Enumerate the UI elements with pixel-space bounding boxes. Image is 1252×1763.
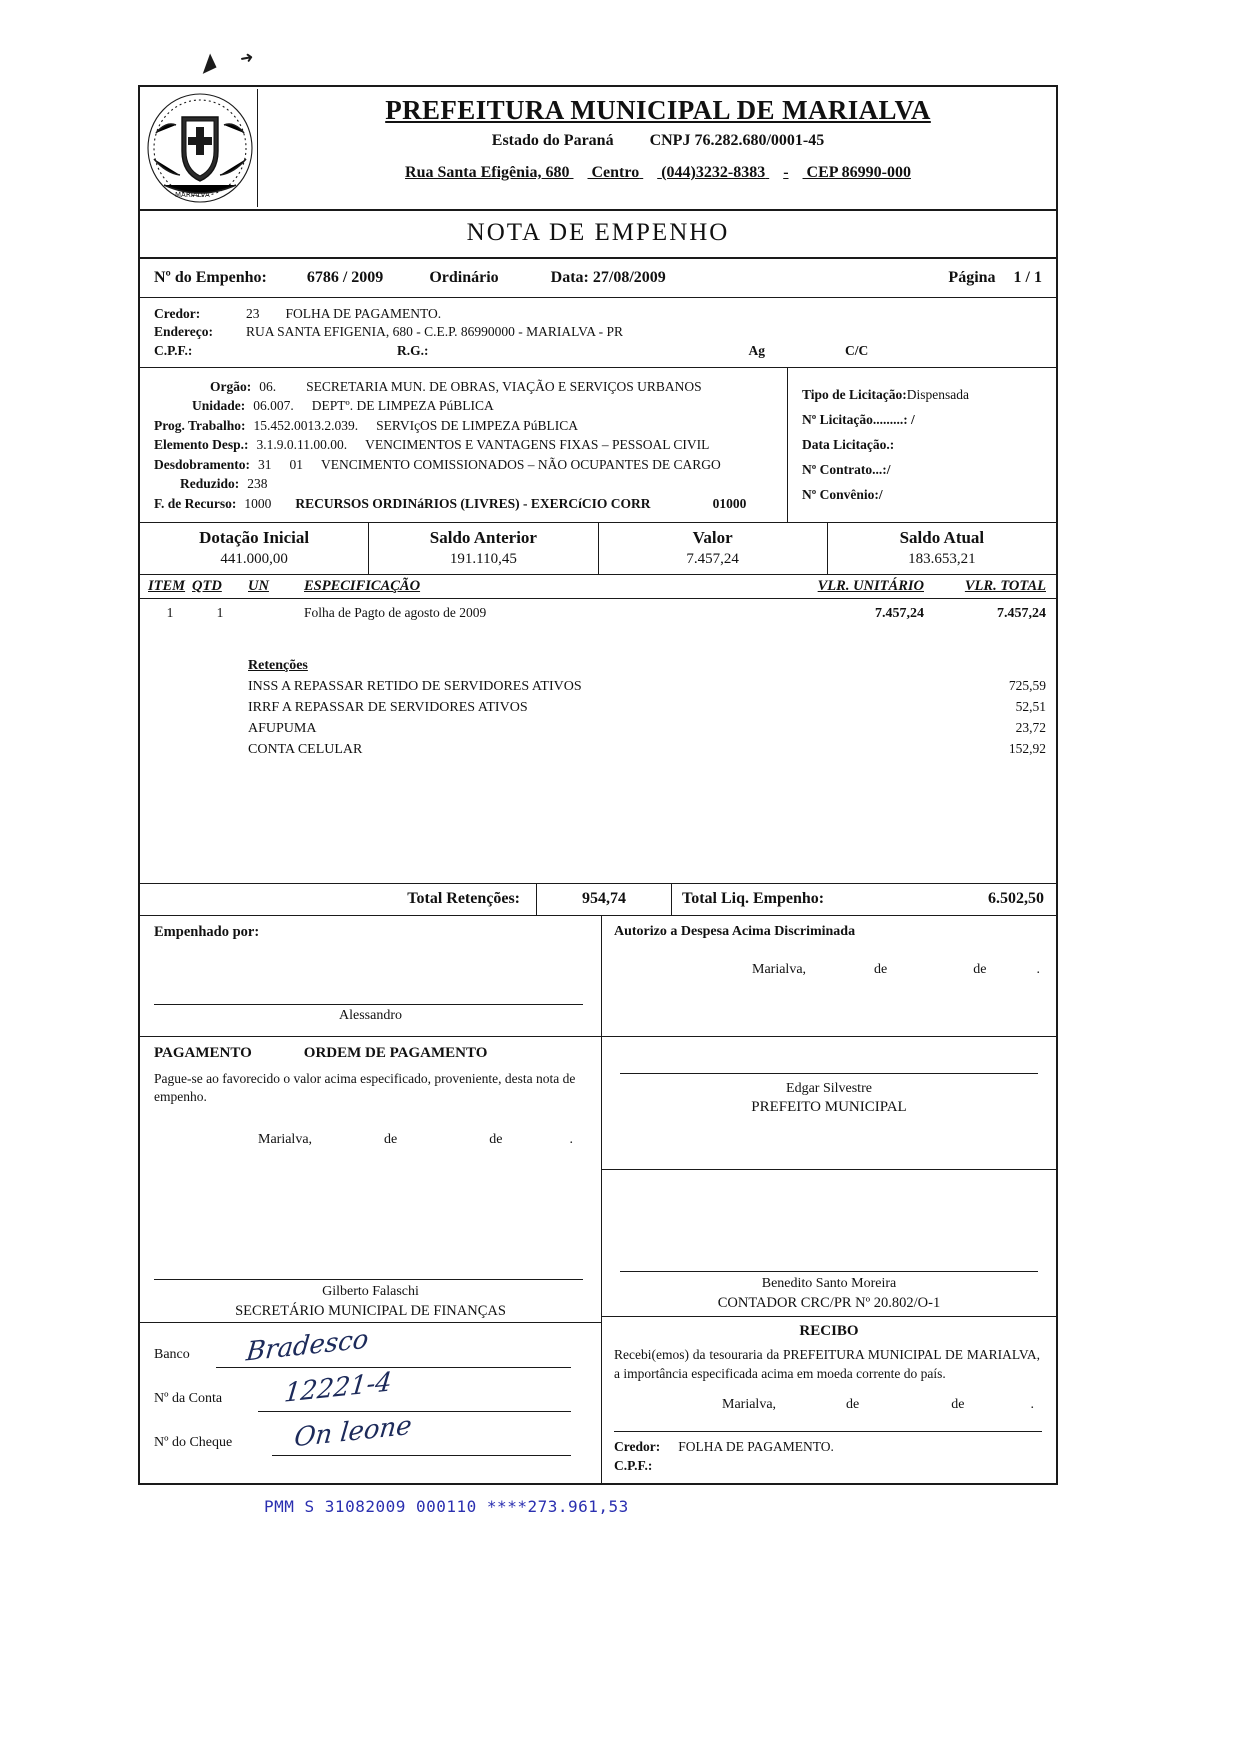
banco-handwritten-value: Bradesco [244,1324,370,1368]
unidade-name: DEPTº. DE LIMPEZA PúBLICA [311,398,494,413]
prog-trabalho-code: 15.452.0013.2.039. [253,417,359,433]
state-label: Estado do Paraná [491,132,614,149]
svg-text:MARIALVA: MARIALVA [175,191,210,199]
recibo-cpf-label: C.P.F.: [614,1458,653,1474]
row-valor-total: 7.457,24 [997,606,1046,621]
credor-block [140,298,1056,368]
orgao-details [140,368,787,522]
prog-trabalho-label: Prog. Trabalho: [154,417,246,433]
recibo-text: Recebi(emos) da tesouraria da PREFEITURA MUNICIPAL DE MARIALVA, a importância especificada acima em moeda corrente do país. [614,1347,1040,1381]
municipality-title: PREFEITURA MUNICIPAL DE MARIALVA [385,95,931,125]
de-2: de [973,962,987,977]
footer-dot-matrix-code: PMM S 31082009 000110 ****273.961,53 [264,1497,629,1516]
secretario-role: SECRETÁRIO MUNICIPAL DE FINANÇAS [235,1303,506,1319]
dotacao-table [140,523,1056,575]
fonte-recurso-label: F. de Recurso: [154,495,237,511]
recibo-footer [602,1432,1056,1483]
retencao-label: INSS A REPASSAR RETIDO DE SERVIDORES ATIVOS [248,679,582,694]
dotacao-column [828,523,1056,574]
total-retencoes-label: Total Retenções: [407,890,520,907]
page-label: Página [948,269,996,286]
total-liquido-value: 6.502,50 [988,890,1044,907]
recibo-cpf-row [614,1458,1042,1474]
de-2: de [489,1132,503,1148]
data-licitacao: Data Licitação.: [802,437,895,452]
reduzido-label: Reduzido: [180,476,240,491]
desdobramento-label: Desdobramento: [154,456,250,472]
empenho-label: Nº do Empenho: [154,269,267,286]
retencao-row [148,741,1046,758]
orgao-code: 06. [259,378,277,394]
de-2: de [951,1397,965,1413]
retencao-row [148,678,1046,695]
document-header [140,87,1056,211]
prog-trabalho-name: SERVIçOS DE LIMPEZA PúBLICA [376,417,578,433]
stray-dot: . [1036,962,1040,977]
prog-trabalho-row [154,418,779,434]
cheque-field-line[interactable] [272,1455,571,1456]
stray-dot: . [1030,1397,1034,1413]
fonte-recurso-code-2: 01000 [712,495,747,511]
numero-contrato: Nº Contrato...:/ [802,462,891,477]
de-1: de [384,1132,398,1148]
prefeito-role: PREFEITO MUNICIPAL [751,1099,907,1115]
cnpj-label: CNPJ 76.282.680/0001-45 [649,132,825,149]
desdobramento-code-2: 01 [289,456,303,472]
coat-of-arms-icon [142,89,258,207]
unidade-row [154,398,779,414]
desdobramento-name: VENCIMENTO COMISSIONADOS – NÃO OCUPANTES DE CARGO [321,456,721,472]
fonte-recurso-code: 1000 [244,495,272,511]
endereco-label: Endereço: [154,324,213,339]
prefeito-signature-box [602,1037,1056,1170]
stray-dot: . [569,1132,573,1148]
tipo-licitacao-label: Tipo de Licitação: [802,387,907,402]
credor-label: Credor: [154,306,201,321]
nota-de-empenho-document [138,85,1058,1485]
empenho-summary-row [140,259,1056,298]
cheque-handwritten-value: On leone [292,1410,414,1454]
total-liquido-label: Total Liq. Empenho: [671,884,900,915]
col-qtd: QTD [192,578,222,594]
elemento-despesa-row [154,437,779,453]
row-especificacao: Folha de Pagto de agosto de 2009 [304,605,487,620]
orgao-row [154,379,779,395]
cep-label: CEP 86990-000 [806,164,911,181]
city-line: Marialva, [752,962,807,977]
col-valor-total: VLR. TOTAL [964,578,1046,594]
page-number: 1 / 1 [1013,269,1042,286]
numero-licitacao: Nº Licitação.........: / [802,412,915,427]
cpf-label: C.P.F.: [154,343,193,358]
recibo-box [602,1317,1056,1483]
items-table-body [140,599,1056,883]
col-item: ITEM [148,578,186,594]
retencao-value: 152,92 [1008,741,1046,756]
credor-row [154,306,1042,322]
saldo-anterior-header: Saldo Anterior [429,528,537,547]
col-un: UN [248,578,269,594]
ordem-pagamento-box [140,1037,601,1323]
empenho-number: 6786 / 2009 [306,269,384,286]
contador-role: CONTADOR CRC/PR Nº 20.802/O-1 [717,1295,941,1311]
endereco-value: RUA SANTA EFIGENIA, 680 - C.E.P. 86990000 - MARIALVA - PR [246,324,623,339]
elemento-despesa-label: Elemento Desp.: [154,437,249,452]
de-1: de [846,1397,860,1413]
retencao-label: IRRF A REPASSAR DE SERVIDORES ATIVOS [248,700,528,715]
cpf-rg-row [154,343,1042,359]
city-line: Marialva, [722,1397,777,1413]
elemento-despesa-name: VENCIMENTOS E VANTAGENS FIXAS – PESSOAL CIVIL [365,437,710,452]
document-title-band [140,211,1056,259]
rg-label: R.G.: [397,343,429,358]
dotacao-inicial-value: 441.000,00 [220,551,288,567]
endereco-row [154,324,1042,340]
fonte-recurso-row [154,496,779,512]
numero-convenio: Nº Convênio:/ [802,487,883,502]
secretario-name: Gilberto Falaschi [322,1284,419,1299]
bank-details-box [140,1323,601,1471]
row-item: 1 [166,605,174,620]
dotacao-column [140,523,369,574]
address-row: Rua Santa Efigênia, 680 Centro (044)3232-8383 - CEP 86990-000 [405,164,911,181]
licitacao-details [787,368,1056,522]
state-cnpj-row [268,132,1048,150]
table-row [148,605,1046,622]
scan-artifact-arrow-2: ➜ [238,46,255,69]
city-line: Marialva, [258,1132,313,1148]
signature-line [154,1004,583,1005]
desdobramento-code-1: 31 [258,456,272,472]
fonte-recurso-name: RECURSOS ORDINáRIOS (LIVRES) - EXERCíCIO CORR [295,495,651,511]
banco-field-line[interactable] [216,1367,571,1368]
banco-label: Banco [154,1347,190,1362]
autorizo-place-date [602,962,1056,978]
retencao-row [148,720,1046,737]
row-qtd: 1 [216,605,224,620]
dotacao-column [599,523,828,574]
cheque-row [154,1410,587,1465]
cheque-label: Nº do Cheque [154,1435,233,1450]
recibo-title: RECIBO [799,1323,859,1339]
empenhado-por-label: Empenhado por: [154,924,260,940]
valor-header: Valor [692,528,733,547]
tipo-licitacao-value: Dispensada [906,387,969,402]
recibo-credor-value: FOLHA DE PAGAMENTO. [678,1439,834,1455]
credor-name: FOLHA DE PAGAMENTO. [285,306,442,321]
signature-line [620,1271,1038,1272]
de-1: de [874,962,888,977]
conta-label: Nº da Conta [154,1391,223,1406]
recibo-place-date [602,1383,1056,1413]
total-retencoes-value: 954,74 [536,884,671,915]
signature-right-column [602,916,1056,1483]
district-label: Centro [591,164,640,181]
recibo-credor-row [614,1439,1042,1455]
credor-code: 23 [246,306,260,321]
conta-handwritten-value: 12221-4 [282,1367,394,1409]
valor-value: 7.457,24 [686,551,739,567]
reduzido-row [154,476,779,492]
pagamento-text: Pague-se ao favorecido o valor acima especificado, proveniente, desta nota de empenho. [154,1071,576,1105]
saldo-atual-value: 183.653,21 [908,551,976,567]
signature-line [154,1279,583,1280]
tipo-licitacao-row [802,387,1048,403]
signature-line [620,1073,1038,1074]
ordem-pagamento-label: ORDEM DE PAGAMENTO [303,1045,488,1061]
retencao-label: CONTA CELULAR [248,742,363,757]
retencao-value: 23,72 [1015,720,1046,735]
empenho-date: Data: 27/08/2009 [550,269,666,286]
conta-field-line[interactable] [258,1411,571,1412]
saldo-anterior-value: 191.110,45 [449,551,517,567]
pagamento-label: PAGAMENTO [154,1045,252,1061]
orgao-name: SECRETARIA MUN. DE OBRAS, VIAÇÃO E SERVIÇOS URBANOS [306,378,702,394]
scan-artifact-arrow-1: ◢ [193,47,218,77]
items-table-header [140,575,1056,599]
phone-label: (044)3232-8383 [661,164,766,181]
reduzido-value: 238 [247,476,268,491]
unidade-code: 06.007. [253,398,294,413]
autorizo-box [602,916,1056,1037]
col-especificacao: ESPECIFICAÇÃO [304,578,421,594]
signature-area [140,916,1056,1483]
recibo-credor-label: Credor: [614,1439,661,1455]
totals-row [140,883,1056,916]
pagamento-place-date [140,1106,601,1148]
elemento-despesa-code: 3.1.9.0.11.00.00. [256,437,348,452]
page-title: NOTA DE EMPENHO [466,219,730,246]
pagamento-header [140,1037,601,1066]
retencao-row [148,699,1046,716]
agencia-label: Ag [748,343,765,358]
retencao-value: 52,51 [1015,699,1046,714]
retencao-label: AFUPUMA [248,721,317,736]
row-valor-unitario: 7.457,24 [875,606,924,621]
retencoes-block [148,658,1046,758]
autorizo-label: Autorizo a Despesa Acima Discriminada [614,924,856,939]
empenhado-por-name: Alessandro [339,1008,402,1023]
signature-left-column [140,916,602,1483]
prefeito-name: Edgar Silvestre [786,1081,872,1096]
saldo-atual-header: Saldo Atual [899,528,985,547]
empenhado-por-box [140,916,601,1037]
dotacao-column [369,523,598,574]
retencao-value: 725,59 [1008,678,1046,693]
col-valor-unitario: VLR. UNITÁRIO [817,578,924,594]
unidade-label: Unidade: [192,398,246,413]
contador-signature-box [602,1170,1056,1317]
empenho-type: Ordinário [429,269,499,286]
contador-name: Benedito Santo Moreira [761,1276,897,1291]
conta-corrente-label: C/C [845,343,869,358]
orgao-label: Orgão: [210,378,252,394]
street-label: Rua Santa Efigênia, 680 [405,164,570,181]
orgao-licitacao-block [140,368,1056,523]
dotacao-inicial-header: Dotação Inicial [199,528,310,547]
desdobramento-row [154,457,779,473]
retencoes-title: Retenções [248,658,308,673]
